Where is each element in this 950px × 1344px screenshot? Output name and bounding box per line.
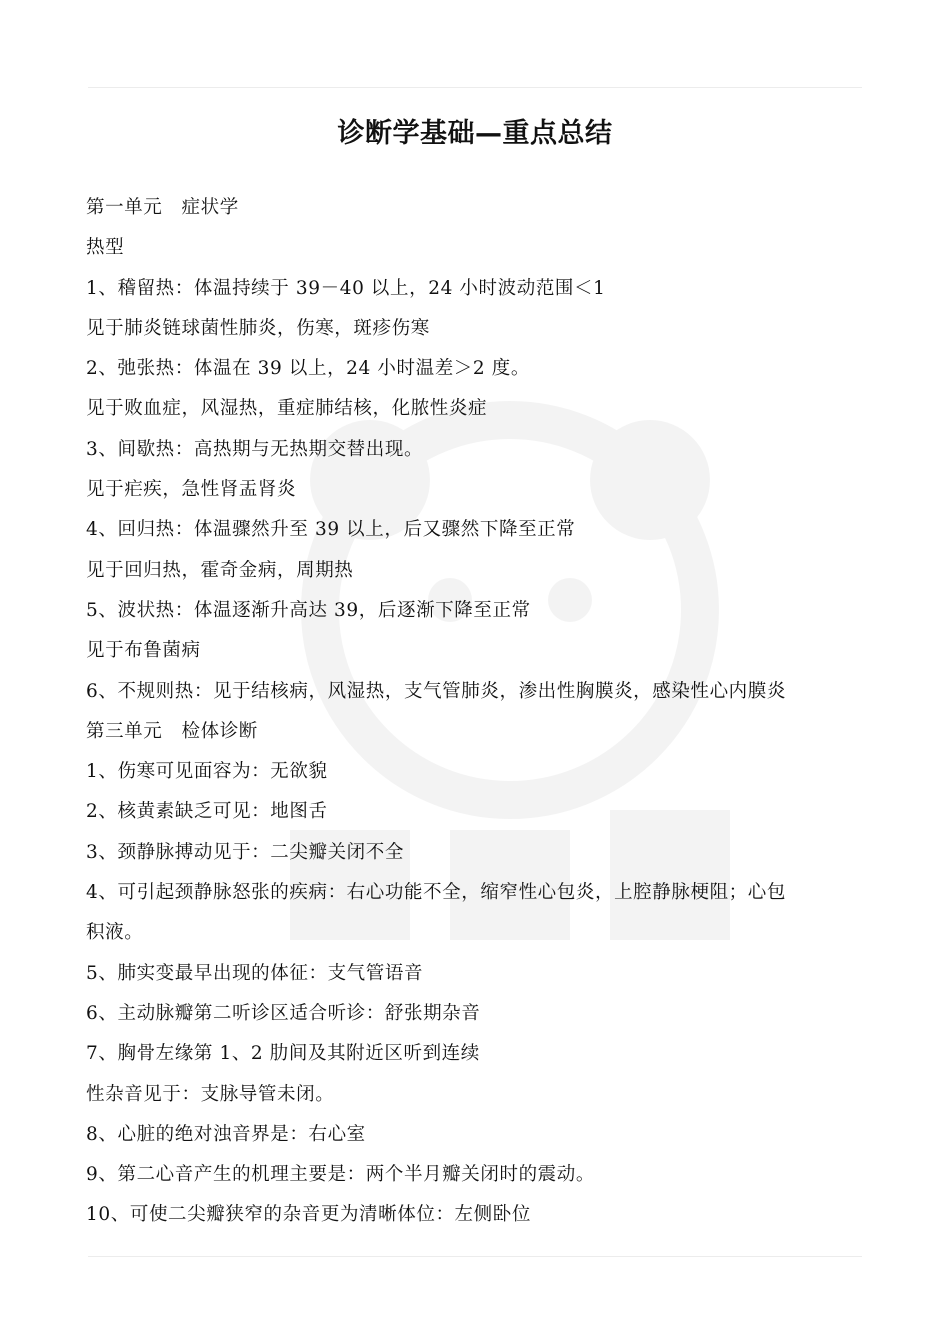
- subheading-fever-types: 热型: [86, 237, 125, 259]
- text-line: 8、心脏的绝对浊音界是：右心室: [86, 1123, 366, 1145]
- text-line: 积液。: [86, 922, 144, 944]
- section-heading-physical-exam: 第三单元 检体诊断: [86, 720, 258, 742]
- text-line: 见于疟疾，急性肾盂肾炎: [86, 479, 297, 501]
- text-line: 见于布鲁菌病: [86, 640, 201, 662]
- text-line: 见于败血症，风湿热，重症肺结核，化脓性炎症: [86, 398, 488, 420]
- text-line: 1、稽留热：体温持续于 39－40 以上，24 小时波动范围＜1: [86, 277, 606, 299]
- text-line: 9、第二心音产生的机理主要是：两个半月瓣关闭时的震动。: [86, 1164, 595, 1186]
- text-line: 3、颈静脉搏动见于：二尖瓣关闭不全: [86, 841, 404, 863]
- text-line: 2、弛张热：体温在 39 以上，24 小时温差＞2 度。: [86, 358, 530, 380]
- text-line: 6、不规则热：见于结核病，风湿热，支气管肺炎，渗出性胸膜炎，感染性心内膜炎: [86, 680, 786, 702]
- text-line: 3、间歇热：高热期与无热期交替出现。: [86, 438, 424, 460]
- text-line: 4、可引起颈静脉怒张的疾病：右心功能不全，缩窄性心包炎，上腔静脉梗阻；心包: [86, 882, 786, 904]
- text-line: 1、伤寒可见面容为：无欲貌: [86, 761, 328, 783]
- text-line: 见于肺炎链球菌性肺炎，伤寒，斑疹伤寒: [86, 317, 430, 339]
- text-line: 4、回归热：体温骤然升至 39 以上，后又骤然下降至正常: [86, 519, 576, 541]
- text-line: 5、肺实变最早出现的体征：支气管语音: [86, 962, 424, 984]
- header-rule: [88, 87, 862, 88]
- text-line: 6、主动脉瓣第二听诊区适合听诊：舒张期杂音: [86, 1002, 481, 1024]
- footer-rule: [88, 1256, 862, 1257]
- page-title: 诊断学基础—重点总结: [337, 118, 613, 149]
- text-line: 性杂音见于：支脉导管未闭。: [86, 1083, 335, 1105]
- text-line: 10、可使二尖瓣狭窄的杂音更为清晰体位：左侧卧位: [86, 1204, 531, 1226]
- section-heading-symptoms: 第一单元 症状学: [86, 197, 239, 218]
- text-line: 见于回归热，霍奇金病，周期热: [86, 559, 354, 581]
- text-line: 2、核黄素缺乏可见：地图舌: [86, 801, 328, 823]
- text-line: 5、波状热：体温逐渐升高达 39，后逐渐下降至正常: [86, 599, 531, 621]
- text-line: 7、胸骨左缘第 1、2 肋间及其附近区听到连续: [86, 1043, 480, 1065]
- document-body: [86, 188, 856, 1236]
